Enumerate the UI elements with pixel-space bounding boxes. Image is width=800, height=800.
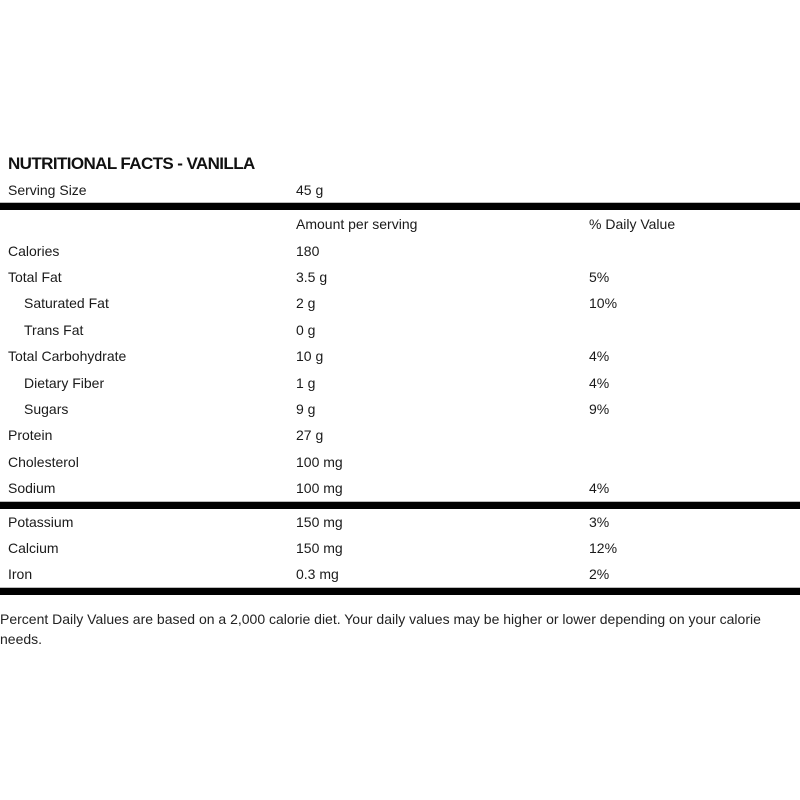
nutrient-amount: 3.5 g: [296, 269, 328, 285]
nutrient-label: Cholesterol: [8, 454, 79, 470]
nutrient-label: Total Fat: [8, 269, 62, 285]
thick-divider: [0, 588, 800, 595]
mineral-amount: 0.3 mg: [296, 566, 339, 582]
nutrient-amount: 10 g: [296, 348, 324, 364]
nutrient-daily: 10%: [589, 295, 618, 311]
nutrient-daily: 4%: [589, 375, 610, 391]
daily-value-header: % Daily Value: [589, 216, 676, 232]
nutrient-amount: 1 g: [296, 375, 316, 391]
nutrient-daily: 4%: [589, 348, 610, 364]
mineral-label: Iron: [8, 566, 33, 582]
nutrient-row: [0, 241, 800, 267]
nutrient-row: [0, 425, 800, 451]
nutrient-label: Sodium: [8, 480, 56, 496]
nutrient-amount: 0 g: [296, 322, 316, 338]
nutrient-row: [0, 267, 800, 293]
mineral-daily: 3%: [589, 514, 610, 530]
mineral-row: [0, 538, 800, 564]
nutrient-label: Trans Fat: [24, 322, 84, 338]
amount-header: Amount per serving: [296, 216, 418, 232]
nutrient-label: Sugars: [24, 401, 69, 417]
nutrient-label: Saturated Fat: [24, 295, 109, 311]
label-title: NUTRITIONAL FACTS - VANILLA: [8, 154, 255, 173]
mineral-label: Calcium: [8, 540, 59, 556]
nutrient-amount: 180: [296, 243, 320, 259]
nutrient-label: Calories: [8, 243, 60, 259]
footnote: Percent Daily Values are based on a 2,000 calorie diet. Your daily values may be higher or lower depending on your calorie needs.: [0, 611, 761, 647]
mineral-daily: 2%: [589, 566, 610, 582]
nutrient-amount: 100 mg: [296, 454, 343, 470]
nutrient-label: Protein: [8, 427, 53, 443]
nutrient-row: [0, 373, 800, 399]
serving-size-value: 45 g: [296, 182, 324, 198]
mineral-label: Potassium: [8, 514, 74, 530]
mineral-amount: 150 mg: [296, 514, 343, 530]
nutrient-row: [0, 293, 800, 319]
mineral-daily: 12%: [589, 540, 618, 556]
nutrient-row: [0, 320, 800, 346]
nutrient-label: Total Carbohydrate: [8, 348, 127, 364]
nutrient-amount: 9 g: [296, 401, 316, 417]
thick-divider: [0, 203, 800, 210]
nutrient-daily: 4%: [589, 480, 610, 496]
thick-divider: [0, 502, 800, 509]
serving-size-label: Serving Size: [8, 182, 87, 198]
nutrient-amount: 100 mg: [296, 480, 343, 496]
nutrient-daily: 5%: [589, 269, 610, 285]
mineral-row: [0, 512, 800, 538]
nutrient-daily: 9%: [589, 401, 610, 417]
nutrient-row: [0, 452, 800, 478]
nutrient-row: [0, 399, 800, 425]
mineral-amount: 150 mg: [296, 540, 343, 556]
column-header-row: [0, 214, 800, 240]
nutrient-label: Dietary Fiber: [24, 375, 105, 391]
nutrient-amount: 2 g: [296, 295, 316, 311]
nutrient-amount: 27 g: [296, 427, 324, 443]
nutrient-row: [0, 346, 800, 372]
